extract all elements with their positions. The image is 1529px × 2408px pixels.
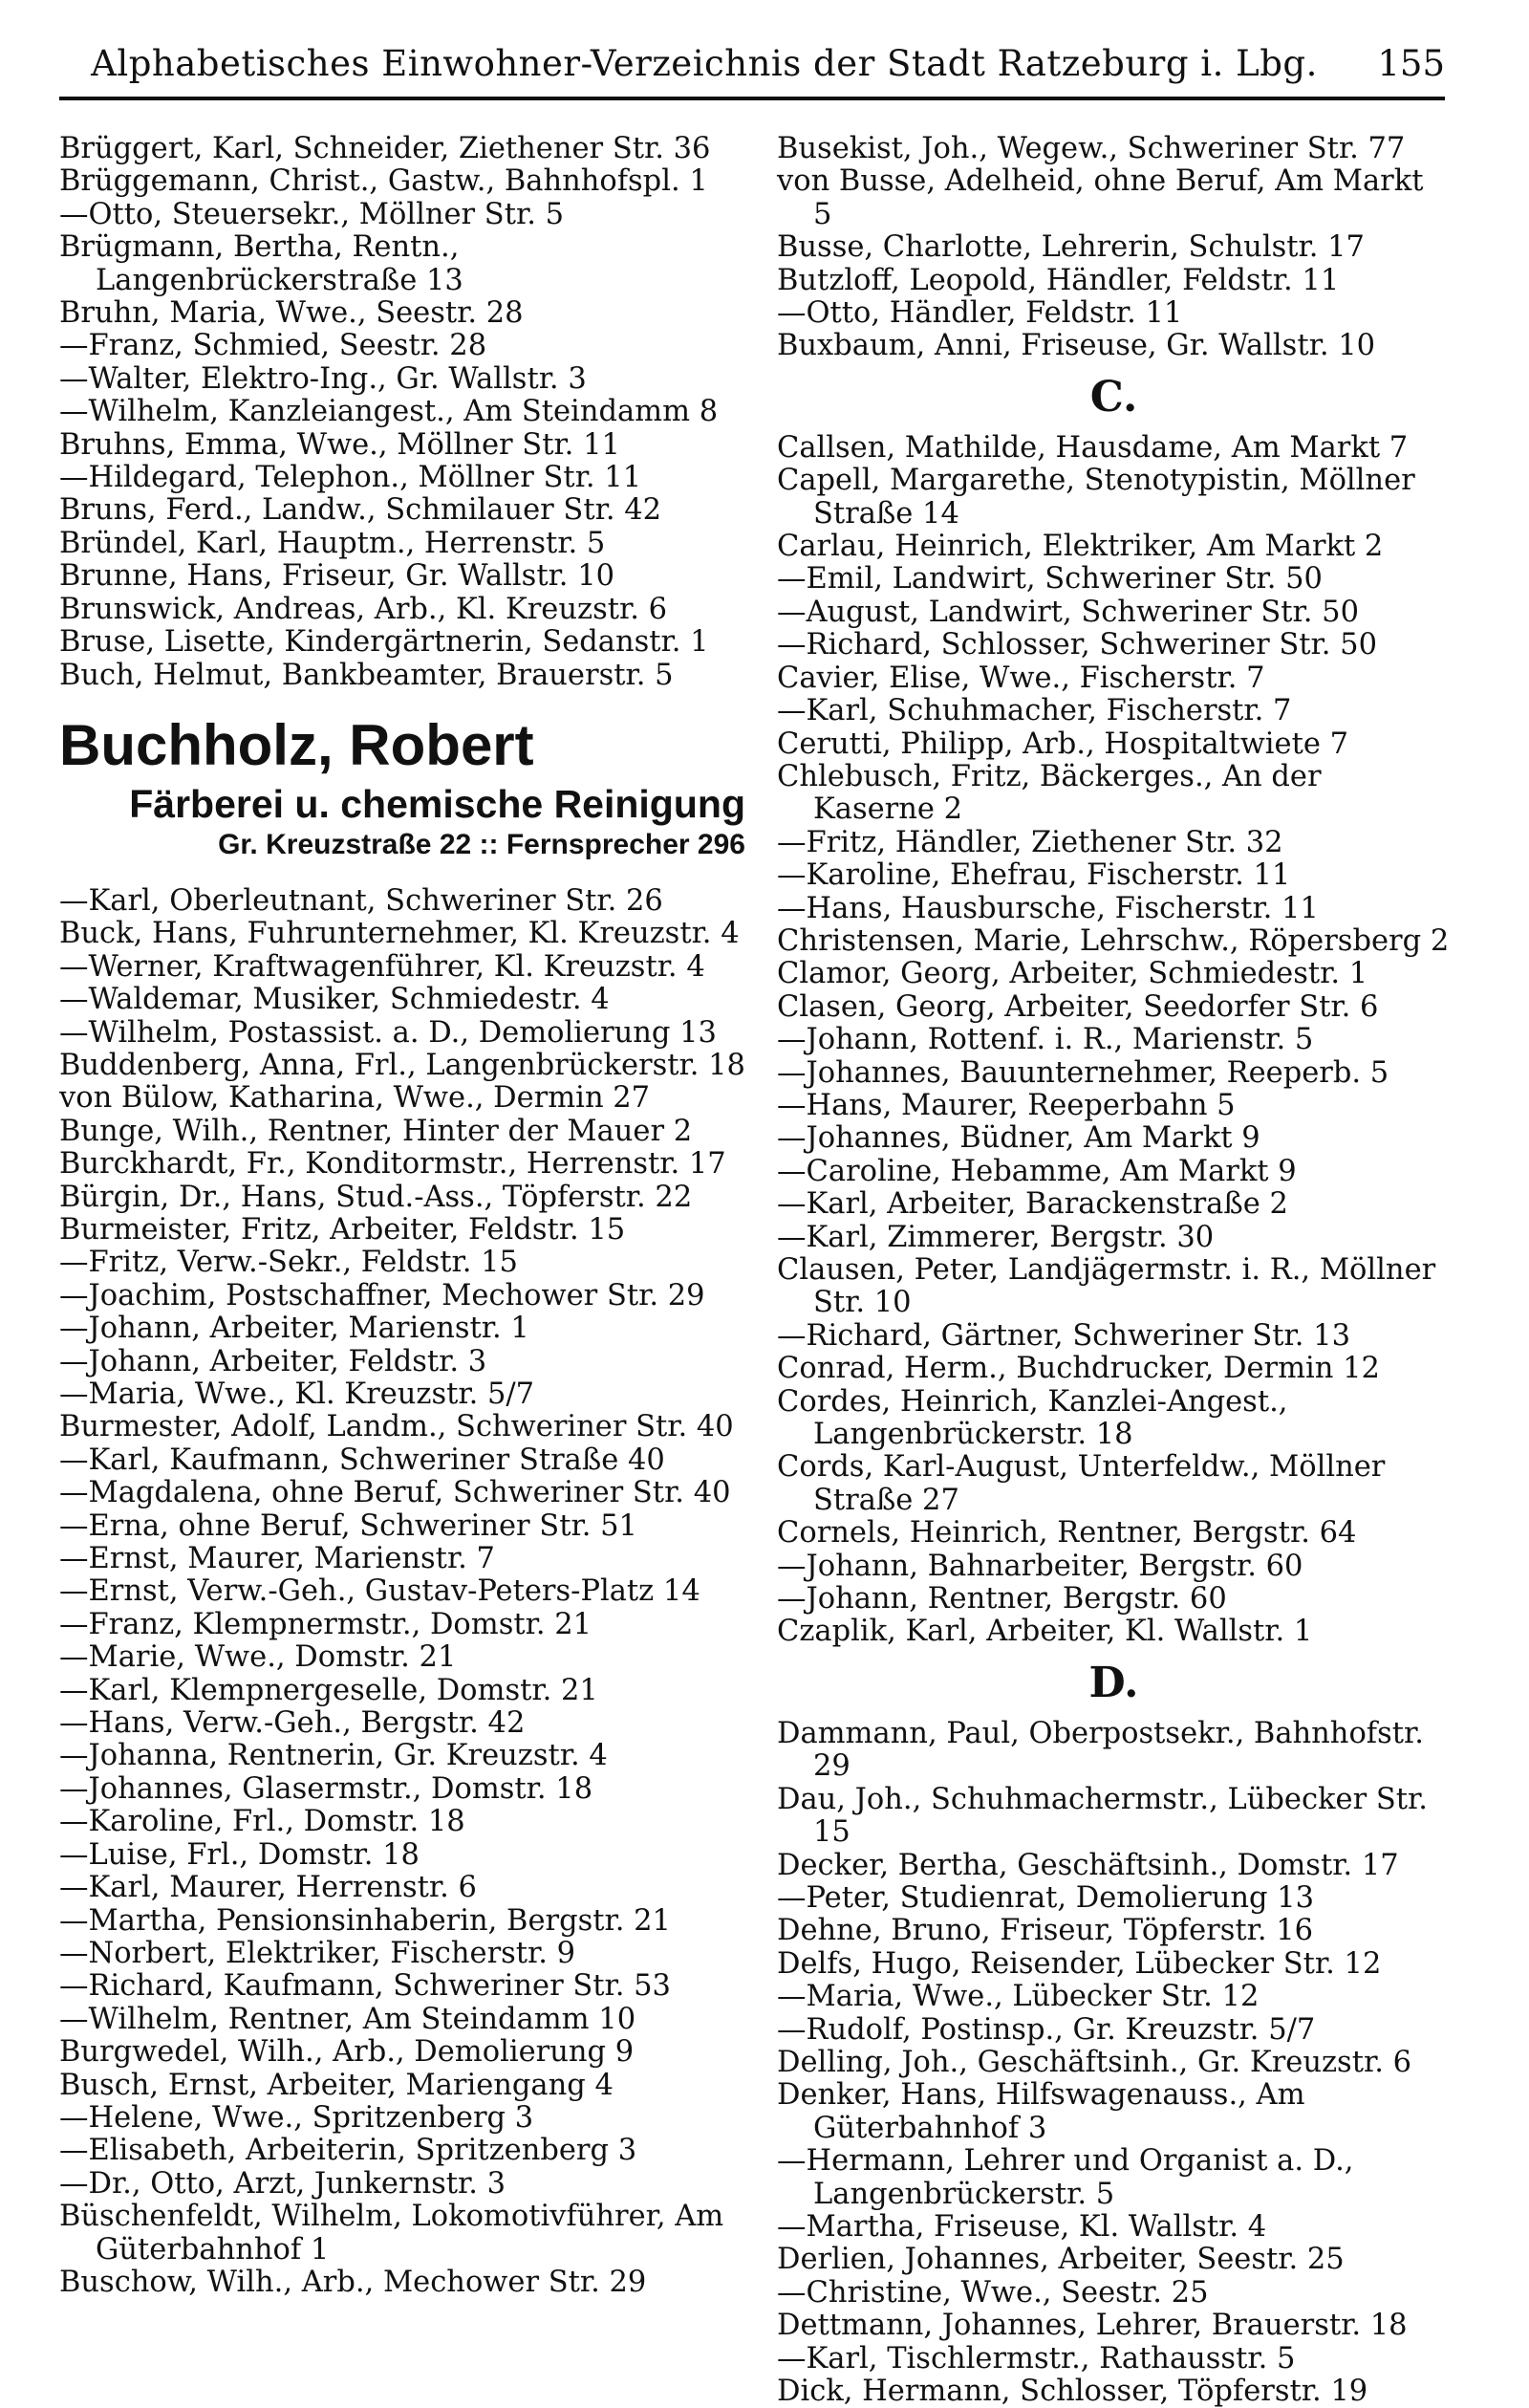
directory-entry: —Wilhelm, Kanzleiangest., Am Steindamm 8 [59,395,719,429]
left-entries-top [59,133,745,692]
directory-entry: —Werner, Kraftwagenführer, Kl. Kreuzstr. 4 [59,949,705,984]
directory-entry: Bruhns, Emma, Wwe., Möllner Str. 11 [59,427,620,462]
directory-entry: —Fritz, Händler, Ziethener Str. 32 [777,825,1283,859]
directory-entry: Busch, Ernst, Arbeiter, Mariengang 4 [59,2068,614,2102]
directory-entry: Buddenberg, Anna, Frl., Langenbrückerstr. 18 [59,1048,745,1082]
directory-entry: —Johann, Arbeiter, Marienstr. 1 [59,1312,529,1346]
directory-entry: —Dr., Otto, Arzt, Junkernstr. 3 [59,2166,506,2201]
directory-entry: Cornels, Heinrich, Rentner, Bergstr. 64 [777,1516,1357,1551]
section-d-entries [777,1718,1451,2408]
directory-entry: —Wilhelm, Rentner, Am Steindamm 10 [59,2002,636,2036]
directory-entry: —Karoline, Ehefrau, Fischerstr. 11 [777,858,1291,893]
directory-entry: Decker, Bertha, Geschäftsinh., Domstr. 17 [777,1848,1399,1882]
directory-entry: Burmester, Adolf, Landm., Schweriner Str. 40 [59,1410,734,1444]
right-column [777,133,1451,2408]
directory-entry: —Karoline, Frl., Domstr. 18 [59,1805,465,1839]
directory-entry: Capell, Margarethe, Stenotypistin, Möllner Straße 14 [777,464,1415,531]
directory-entry: Bruhn, Maria, Wwe., Seestr. 28 [59,296,524,331]
directory-entry: Clausen, Peter, Landjägermstr. i. R., Möllner Str. 10 [777,1253,1436,1320]
directory-entry: —Erna, ohne Beruf, Schweriner Str. 51 [59,1508,637,1543]
directory-entry: Butzloff, Leopold, Händler, Feldstr. 11 [777,263,1340,297]
directory-entry: Derlien, Johannes, Arbeiter, Seestr. 25 [777,2243,1345,2277]
directory-entry: —Richard, Schlosser, Schweriner Str. 50 [777,628,1377,662]
directory-entry: —Ernst, Maurer, Marienstr. 7 [59,1542,495,1576]
directory-entry: —Franz, Klempnermstr., Domstr. 21 [59,1607,592,1641]
directory-entry: Burmeister, Fritz, Arbeiter, Feldstr. 15 [59,1212,626,1247]
ad-name: Buchholz, Robert [59,712,534,777]
directory-entry: von Busse, Adelheid, ohne Beruf, Am Markt 5 [777,164,1424,231]
directory-entry: Busse, Charlotte, Lehrerin, Schulstr. 17 [777,230,1365,265]
ad-address: Gr. Kreuzstraße 22 :: Fernsprecher 296 [218,828,745,860]
directory-entry: Dau, Joh., Schuhmachermstr., Lübecker Str. 15 [777,1782,1428,1850]
directory-entry: —Emil, Landwirt, Schweriner Str. 50 [777,562,1323,597]
header-rule [59,97,1445,100]
directory-entry: Denker, Hans, Hilfswagenauss., Am Güterbahnhof 3 [777,2078,1305,2145]
directory-entry: —Waldemar, Musiker, Schmiedestr. 4 [59,983,610,1017]
directory-entry: —Hans, Maurer, Reeperbahn 5 [777,1088,1236,1122]
directory-entry: Callsen, Mathilde, Hausdame, Am Markt 7 [777,430,1409,465]
directory-entry: —Franz, Schmied, Seestr. 28 [59,329,487,363]
directory-entry: —Martha, Pensionsinhaberin, Bergstr. 21 [59,1903,671,1938]
directory-entry: —Johanna, Rentnerin, Gr. Kreuzstr. 4 [59,1739,608,1773]
directory-entry: —Karl, Zimmerer, Bergstr. 30 [777,1220,1215,1254]
directory-entry: —Johann, Bahnarbeiter, Bergstr. 60 [777,1549,1303,1583]
directory-entry: —Johann, Rentner, Bergstr. 60 [777,1582,1227,1616]
directory-entry: —Peter, Studienrat, Demolierung 13 [777,1880,1315,1915]
directory-entry: —Karl, Klempnergeselle, Domstr. 21 [59,1673,598,1707]
directory-entry: Busekist, Joh., Wegew., Schweriner Str. 77 [777,132,1406,165]
directory-entry: Buck, Hans, Fuhrunternehmer, Kl. Kreuzstr. 4 [59,917,740,951]
directory-entry: —Caroline, Hebamme, Am Markt 9 [777,1154,1297,1188]
directory-entry: Brügmann, Bertha, Rentn., Langenbrückerstraße 13 [59,230,463,297]
directory-entry: Dick, Hermann, Schlosser, Töpferstr. 19 [777,2375,1368,2408]
directory-entry: Buxbaum, Anni, Friseuse, Gr. Wallstr. 10 [777,329,1376,363]
directory-entry: Carlau, Heinrich, Elektriker, Am Markt 2 [777,530,1384,564]
directory-entry: Dammann, Paul, Oberpostsekr., Bahnhofstr. 29 [777,1716,1424,1784]
directory-entry: —Rudolf, Postinsp., Gr. Kreuzstr. 5/7 [777,2012,1316,2047]
directory-entry: —Maria, Wwe., Lübecker Str. 12 [777,1980,1260,2014]
directory-entry: Cords, Karl-August, Unterfeldw., Möllner Straße 27 [777,1450,1386,1517]
directory-entry: —Maria, Wwe., Kl. Kreuzstr. 5/7 [59,1378,535,1411]
directory-entry: —Otto, Steuersekr., Möllner Str. 5 [59,197,564,231]
directory-entry: Bunge, Wilh., Rentner, Hinter der Mauer 2 [59,1114,693,1148]
directory-entry: Christensen, Marie, Lehrschw., Röpersberg 2 [777,923,1450,958]
directory-entry: Delfs, Hugo, Reisender, Lübecker Str. 12 [777,1946,1382,1981]
directory-entry: Cerutti, Philipp, Arb., Hospitaltwiete 7 [777,727,1349,761]
directory-entry: Brunne, Hans, Friseur, Gr. Wallstr. 10 [59,559,615,594]
directory-entry: —Joachim, Postschaffner, Mechower Str. 29 [59,1278,705,1312]
directory-entry: —Johann, Arbeiter, Feldstr. 3 [59,1344,487,1378]
directory-entry: —Karl, Maurer, Herrenstr. 6 [59,1871,477,1905]
advertisement [59,709,745,864]
section-letter-d: D. [1088,1658,1139,1707]
left-entries-bottom [59,885,745,2299]
directory-entry: —Elisabeth, Arbeiterin, Spritzenberg 3 [59,2134,637,2168]
directory-entry: —Karl, Oberleutnant, Schweriner Str. 26 [59,883,663,918]
directory-entry: —Walter, Elektro-Ing., Gr. Wallstr. 3 [59,361,587,396]
directory-entry: —Karl, Tischlermstr., Rathausstr. 5 [777,2341,1296,2375]
section-letter-c: C. [1089,372,1138,422]
directory-entry: Cavier, Elise, Wwe., Fischerstr. 7 [777,661,1265,695]
directory-entry: Burgwedel, Wilh., Arb., Demolierung 9 [59,2035,635,2070]
directory-entry: —Hans, Hausbursche, Fischerstr. 11 [777,891,1319,925]
directory-entry: Bruns, Ferd., Landw., Schmilauer Str. 42 [59,493,662,528]
directory-entry: —Richard, Kaufmann, Schweriner Str. 53 [59,1969,671,2004]
directory-entry: —Hildegard, Telephon., Möllner Str. 11 [59,461,642,495]
directory-entry: Czaplik, Karl, Arbeiter, Kl. Wallstr. 1 [777,1615,1313,1649]
section-c-entries [777,432,1451,1649]
directory-entry: —Karl, Arbeiter, Barackenstraße 2 [777,1187,1288,1222]
page-title: Alphabetisches Einwohner-Verzeichnis der Stadt Ratzeburg i. Lbg. [91,42,1318,84]
directory-entry: —Johannes, Büdner, Am Markt 9 [777,1121,1260,1156]
directory-entry: —Richard, Gärtner, Schweriner Str. 13 [777,1318,1350,1353]
page-number: 155 [1377,42,1445,84]
page-header [59,36,1445,90]
directory-entry: Dehne, Bruno, Friseur, Töpferstr. 16 [777,1914,1314,1948]
directory-entry: —Norbert, Elektriker, Fischerstr. 9 [59,1936,576,1970]
directory-entry: Dettmann, Johannes, Lehrer, Brauerstr. 18 [777,2309,1408,2343]
directory-entry: —Karl, Schuhmacher, Fischerstr. 7 [777,694,1292,728]
directory-entry: —Johannes, Bauunternehmer, Reeperb. 5 [777,1055,1389,1090]
directory-entry: —Johannes, Glasermstr., Domstr. 18 [59,1771,593,1806]
directory-entry: —Martha, Friseuse, Kl. Wallstr. 4 [777,2209,1267,2244]
directory-entry: Chlebusch, Fritz, Bäckerges., An der Kaserne 2 [777,759,1322,827]
directory-entry: Brüggemann, Christ., Gastw., Bahnhofspl. 1 [59,164,708,199]
directory-entry: —Ernst, Verw.-Geh., Gustav-Peters-Platz 14 [59,1574,700,1609]
directory-entry: —Johann, Rottenf. i. R., Marienstr. 5 [777,1023,1314,1057]
directory-entry: —Hermann, Lehrer und Organist a. D., Langenbrückerstr. 5 [777,2144,1354,2211]
directory-entry: Buschow, Wilh., Arb., Mechower Str. 29 [59,2265,647,2299]
directory-entry: Conrad, Herm., Buchdrucker, Dermin 12 [777,1352,1380,1386]
directory-entry: —Christine, Wwe., Seestr. 25 [777,2275,1209,2310]
directory-entry: Burckhardt, Fr., Konditormstr., Herrenstr. 17 [59,1147,726,1182]
directory-entry: Brunswick, Andreas, Arb., Kl. Kreuzstr. 6 [59,592,668,626]
directory-entry: —Marie, Wwe., Domstr. 21 [59,1640,457,1675]
ad-business: Färberei u. chemische Reinigung [129,781,745,826]
directory-entry: —Karl, Kaufmann, Schweriner Straße 40 [59,1443,665,1477]
directory-entry: Brüggert, Karl, Schneider, Ziethener Str. 36 [59,132,711,165]
directory-entry: Bründel, Karl, Hauptm., Herrenstr. 5 [59,526,606,560]
directory-entry: —August, Landwirt, Schweriner Str. 50 [777,595,1359,629]
directory-entry: Bruse, Lisette, Kindergärtnerin, Sedanstr. 1 [59,625,709,660]
directory-entry: —Fritz, Verw.-Sekr., Feldstr. 15 [59,1246,518,1280]
directory-entry: —Otto, Händler, Feldstr. 11 [777,296,1183,331]
directory-entry: Delling, Joh., Geschäftsinh., Gr. Kreuzstr. 6 [777,2045,1411,2079]
directory-entry: —Helene, Wwe., Spritzenberg 3 [59,2100,534,2135]
directory-entry: von Bülow, Katharina, Wwe., Dermin 27 [59,1081,651,1116]
directory-entry: Cordes, Heinrich, Kanzlei-Angest., Langenbrückerstr. 18 [777,1384,1288,1452]
directory-entry: —Wilhelm, Postassist. a. D., Demolierung 13 [59,1015,717,1050]
directory-entry: Bürgin, Dr., Hans, Stud.-Ass., Töpferstr. 22 [59,1180,693,1214]
directory-entry: —Luise, Frl., Domstr. 18 [59,1837,420,1872]
directory-entry: Buch, Helmut, Bankbeamter, Brauerstr. 5 [59,658,674,692]
left-column [59,133,745,2299]
directory-entry: Clamor, Georg, Arbeiter, Schmiedestr. 1 [777,957,1368,991]
section-b-entries [777,133,1451,363]
directory-entry: Büschenfeldt, Wilhelm, Lokomotivführer, Am Güterbahnhof 1 [59,2200,724,2267]
directory-entry: —Hans, Verw.-Geh., Bergstr. 42 [59,1706,526,1741]
directory-entry: Clasen, Georg, Arbeiter, Seedorfer Str. 6 [777,989,1379,1024]
directory-entry: —Magdalena, ohne Beruf, Schweriner Str. 40 [59,1476,731,1510]
